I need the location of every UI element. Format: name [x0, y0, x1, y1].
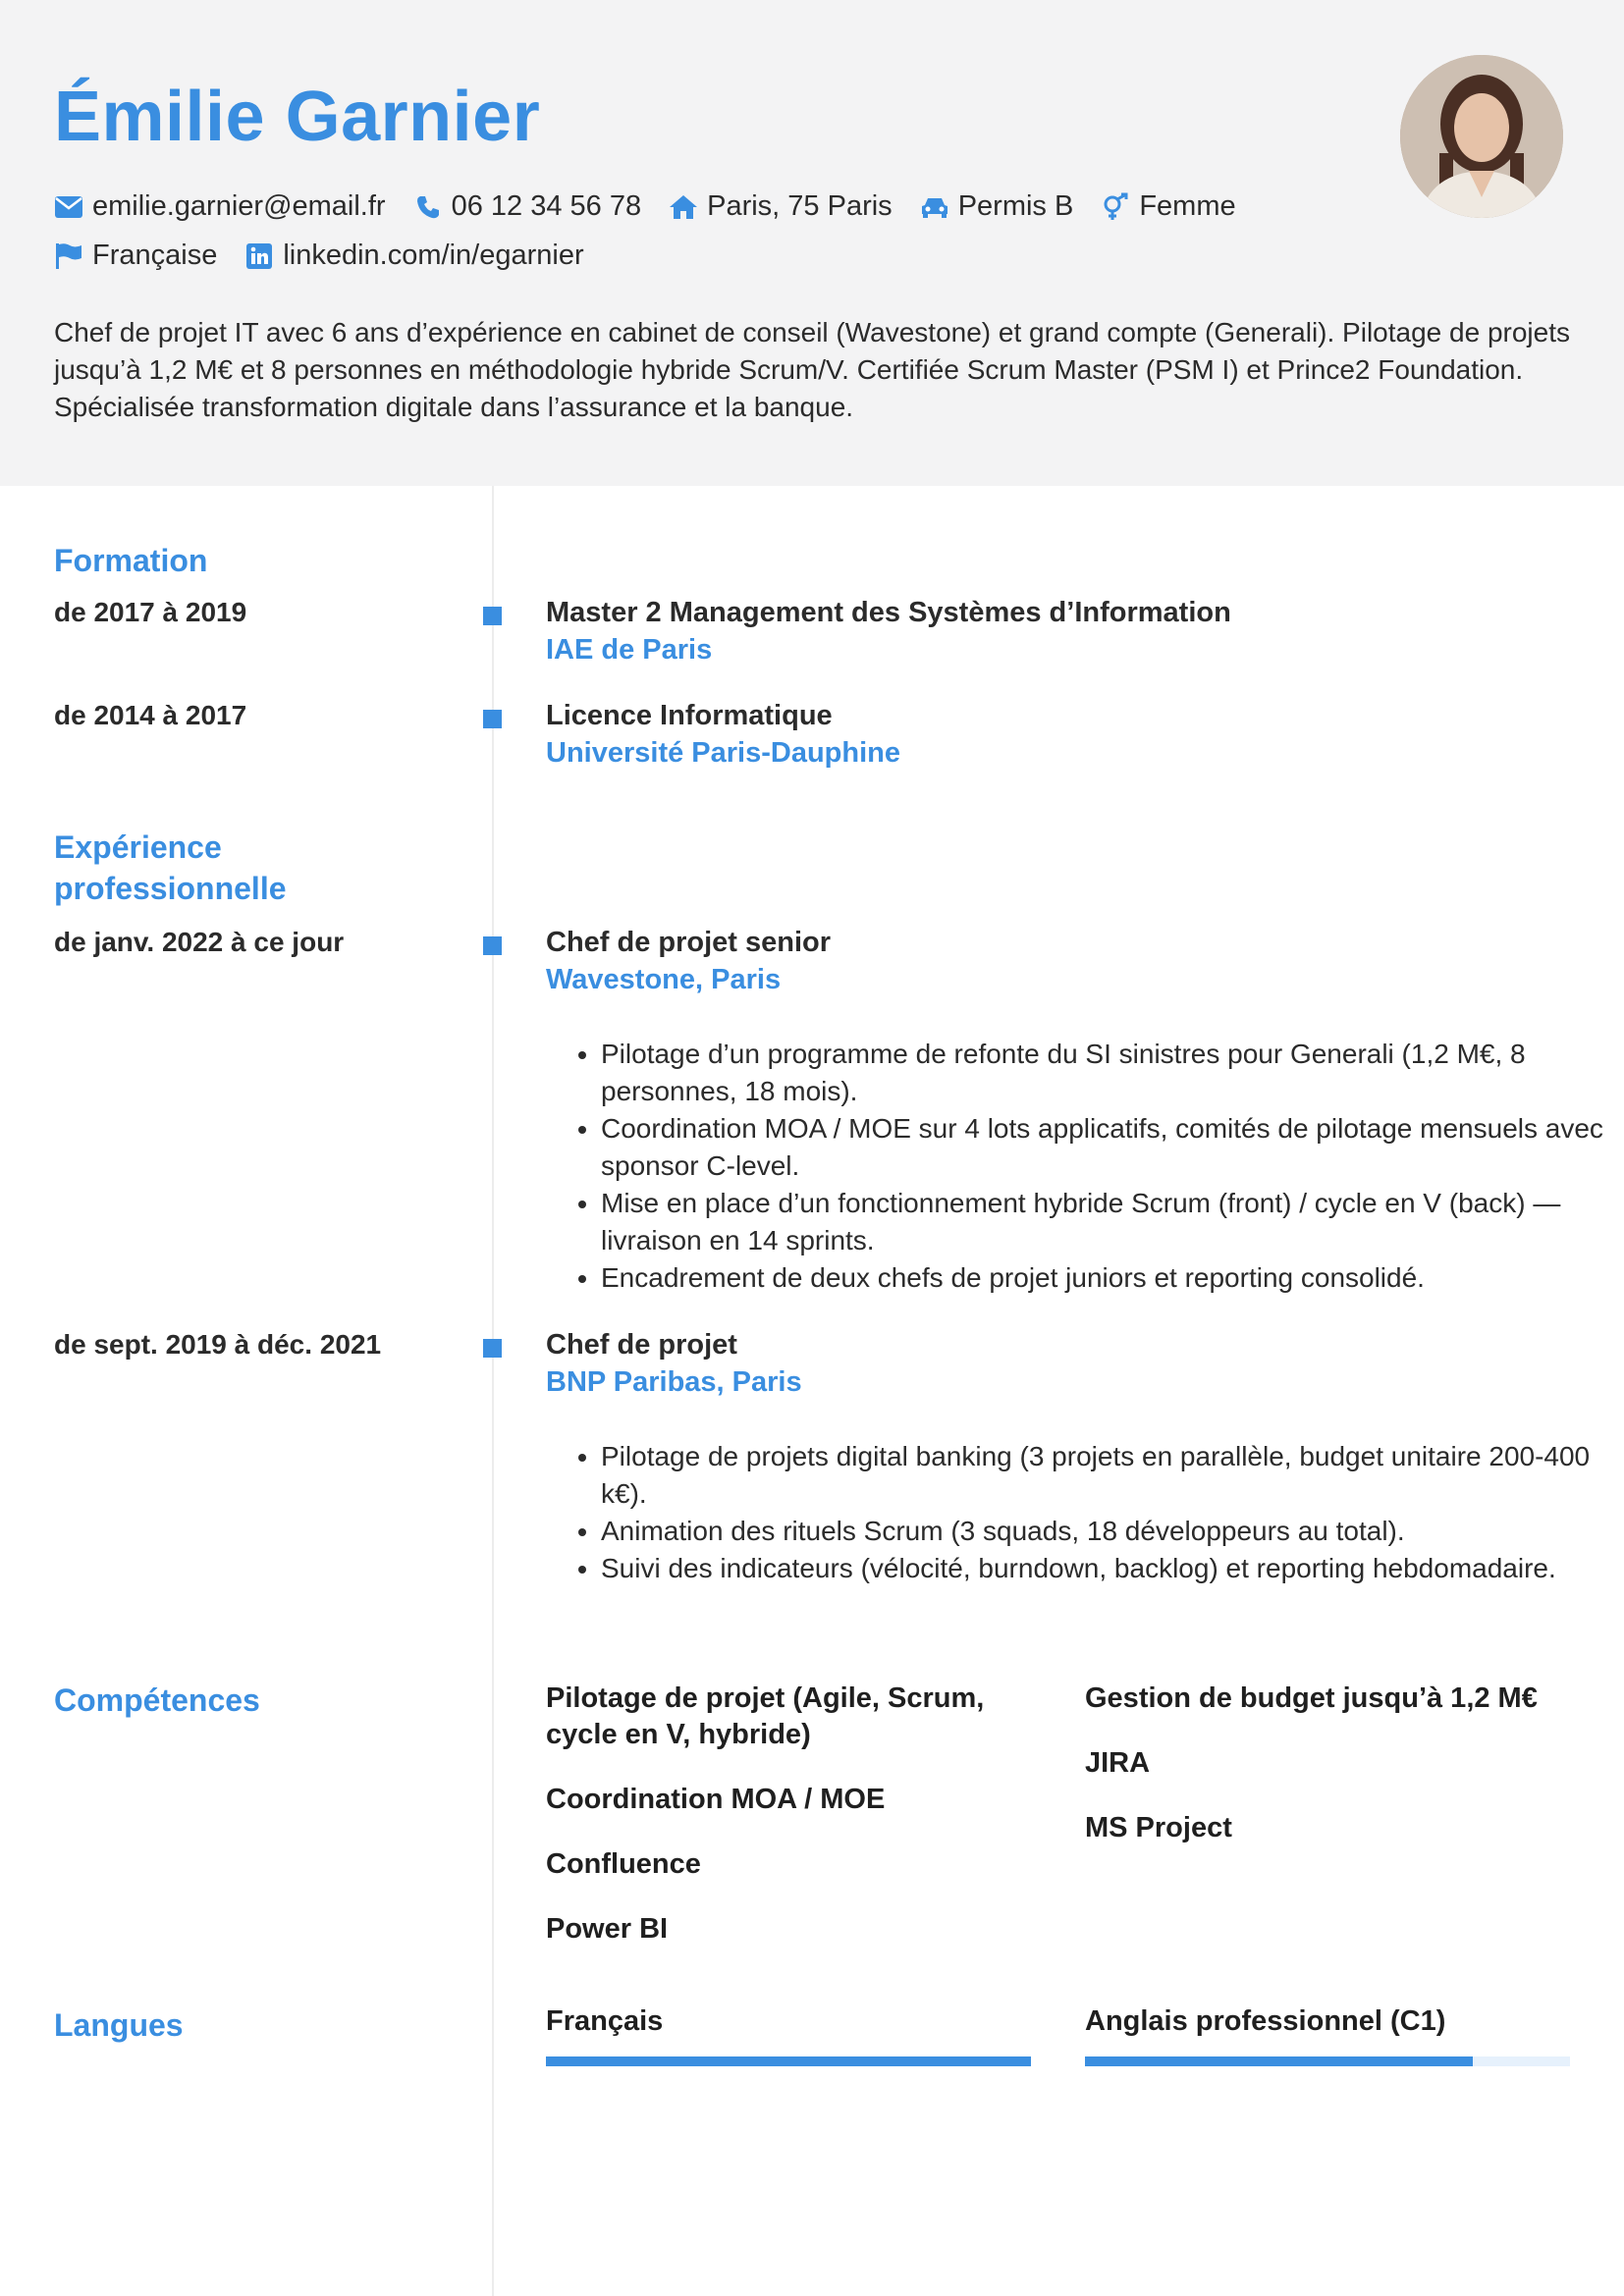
skill-item: MS Project — [1085, 1812, 1232, 1843]
list-item: • Coordination MOA / MOE sur 4 lots applicatifs, comités de pilotage mensuels avec sponsor C-level. — [601, 1110, 1612, 1185]
skill-item: Power BI — [546, 1913, 669, 1945]
skill-item: Gestion de budget jusqu’à 1,2 M€ — [1085, 1682, 1538, 1714]
experience-title-2: Chef de projet — [546, 1329, 737, 1361]
contact-gender — [1101, 190, 1235, 223]
section-title-competences: Compétences — [54, 1682, 260, 1718]
formation-school-2: Université Paris-Dauphine — [546, 737, 900, 769]
timeline-divider — [492, 486, 494, 2296]
formation-title-1: Master 2 Management des Systèmes d’Information — [546, 597, 1231, 628]
home-icon — [669, 192, 698, 222]
list-item: • Suivi des indicateurs (vélocité, burndown, backlog) et reporting hebdomadaire. — [601, 1550, 1612, 1587]
contact-linkedin-text: linkedin.com/in/egarnier — [283, 240, 584, 271]
phone-icon — [413, 192, 443, 222]
profile-summary: Chef de projet IT avec 6 ans d’expérience en cabinet de conseil (Wavestone) et grand compte (Generali). Pilotage de projets jusqu’à 1,2 M€ et 8 personnes en méthodologie hybride Scrum/V. Certifiée Scrum Master (PSM I) et Prince2 Foundation. Spécialisée transformation digitale dans l’assurance et la banque. — [54, 317, 1570, 422]
flag-icon — [54, 241, 83, 271]
section-title-experience-line1: Expérience — [54, 829, 222, 865]
list-item: • Pilotage d’un programme de refonte du SI sinistres pour Generali (1,2 M€, 8 personnes, 18 mois). — [601, 1036, 1612, 1110]
language-level-bar — [1085, 2056, 1570, 2066]
contact-license-text: Permis B — [957, 190, 1074, 222]
skill-item: Confluence — [546, 1848, 701, 1880]
gender-icon — [1101, 192, 1130, 222]
experience-date-1: de janv. 2022 à ce jour — [54, 927, 345, 957]
candidate-name: Émilie Garnier — [54, 78, 541, 156]
header-band — [0, 0, 1624, 486]
formation-school-1: IAE de Paris — [546, 634, 713, 666]
formation-date-1: de 2017 à 2019 — [54, 597, 247, 627]
list-item: • Animation des rituels Scrum (3 squads, 18 développeurs au total). — [601, 1513, 1612, 1550]
language-level-fill — [546, 2056, 1031, 2066]
experience-bullets-2 — [546, 1438, 1612, 1587]
car-icon — [920, 192, 949, 222]
timeline-marker — [483, 1339, 502, 1358]
envelope-icon — [54, 192, 83, 222]
timeline-marker — [483, 710, 502, 728]
contact-license — [920, 190, 1074, 223]
experience-bullets-1 — [546, 1036, 1612, 1297]
skill-item: Coordination MOA / MOE — [546, 1784, 886, 1815]
experience-company-2: BNP Paribas, Paris — [546, 1366, 802, 1398]
language-name: Anglais professionnel (C1) — [1085, 2005, 1446, 2037]
section-title-experience — [54, 827, 287, 909]
section-title-langues: Langues — [54, 2007, 184, 2043]
timeline-marker — [483, 936, 502, 955]
language-name: Français — [546, 2005, 664, 2037]
contact-linkedin[interactable] — [244, 240, 583, 272]
list-item: • Pilotage de projets digital banking (3 projets en parallèle, budget unitaire 200-400 k€). — [601, 1438, 1612, 1513]
contact-nationality-text: Française — [92, 240, 218, 271]
contact-email-text: emilie.garnier@email.fr — [92, 190, 386, 222]
experience-title-1: Chef de projet senior — [546, 927, 832, 958]
experience-company-1: Wavestone, Paris — [546, 964, 782, 995]
contact-row-1 — [54, 190, 1264, 223]
contact-address — [669, 190, 893, 223]
language-level-fill — [1085, 2056, 1473, 2066]
contact-phone[interactable] — [413, 190, 642, 223]
skill-item: Pilotage de projet (Agile, Scrum, cycle en V, hybride) — [546, 1682, 985, 1750]
experience-date-2: de sept. 2019 à déc. 2021 — [54, 1329, 382, 1360]
list-item: • Mise en place d’un fonctionnement hybride Scrum (front) / cycle en V (back) — livraison en 14 sprints. — [601, 1185, 1612, 1259]
profile-photo — [1400, 55, 1563, 218]
formation-date-2: de 2014 à 2017 — [54, 700, 247, 730]
language-level-bar — [546, 2056, 1031, 2066]
portrait-image — [1400, 55, 1563, 218]
section-title-experience-line2: professionnelle — [54, 871, 287, 906]
contact-address-text: Paris, 75 Paris — [707, 190, 893, 222]
timeline-marker — [483, 607, 502, 625]
contact-nationality — [54, 240, 217, 272]
skill-item: JIRA — [1085, 1747, 1151, 1779]
contact-phone-text: 06 12 34 56 78 — [451, 190, 642, 222]
linkedin-icon — [244, 241, 274, 271]
list-item: • Encadrement de deux chefs de projet juniors et reporting consolidé. — [601, 1259, 1612, 1297]
contact-row-2 — [54, 240, 612, 272]
contact-email[interactable] — [54, 190, 386, 223]
formation-title-2: Licence Informatique — [546, 700, 833, 731]
section-title-formation: Formation — [54, 543, 208, 578]
contact-gender-text: Femme — [1139, 190, 1236, 222]
